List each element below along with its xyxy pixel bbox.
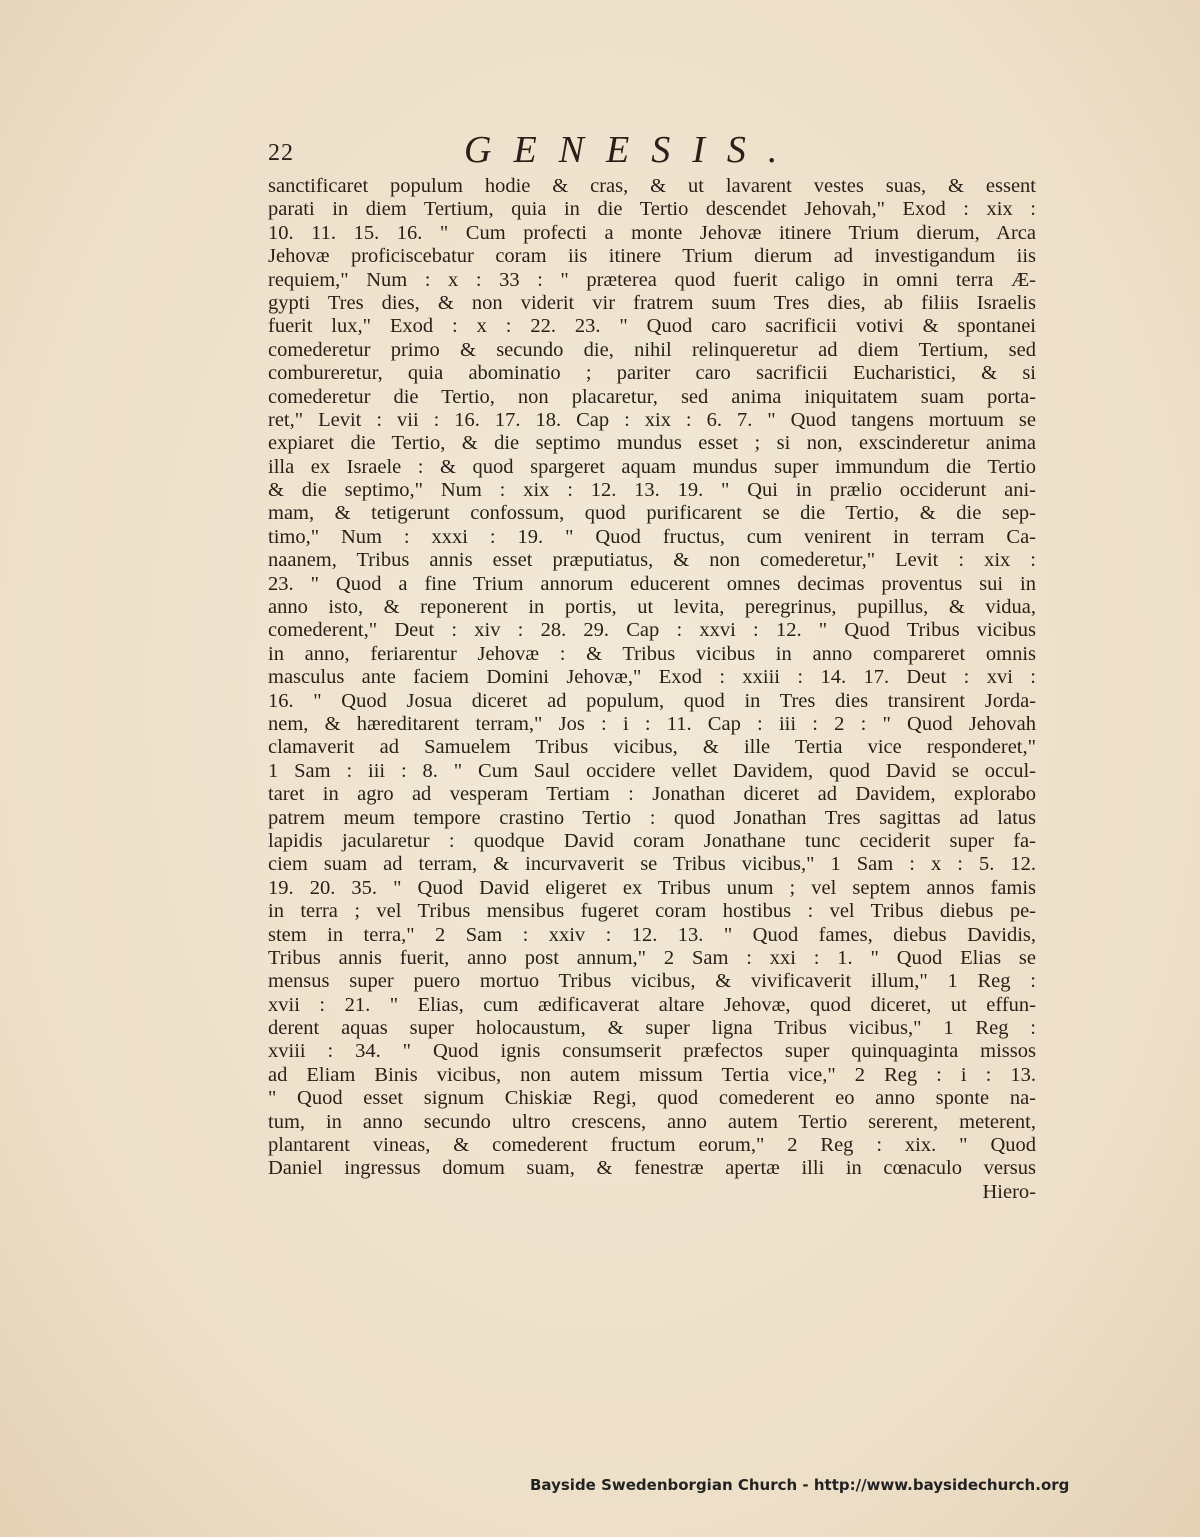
text-line: 16. " Quod Josua diceret ad populum, quod in Tres dies transirent Jorda- — [268, 689, 1036, 712]
text-line: 1 Sam : iii : 8. " Cum Saul occidere vellet Davidem, quod David se occul- — [268, 759, 1036, 782]
text-line: xviii : 34. " Quod ignis consumserit præfectos super quinquaginta missos — [268, 1040, 1036, 1063]
text-line: Hiero- — [982, 1180, 1036, 1203]
text-line: taret in agro ad vesperam Tertiam : Jonathan diceret ad Davidem, explorabo — [268, 783, 1036, 806]
text-line: ret," Levit : vii : 16. 17. 18. Cap : xix : 6. 7. " Quod tangens mortuum se — [268, 408, 1036, 431]
text-line: requiem," Num : x : 33 : " præterea quod fuerit caligo in omni terra Æ- — [268, 268, 1036, 291]
text-line: xvii : 21. " Elias, cum ædificaverat altare Jehovæ, quod diceret, ut effun- — [268, 993, 1036, 1016]
text-line: illa ex Israele : & quod spargeret aquam mundus super immundum die Tertio — [268, 455, 1036, 478]
text-line: mensus super puero mortuo Tribus vicibus, & vivificaverit illum," 1 Reg : — [268, 970, 1036, 993]
text-line: comederetur die Tertio, non placaretur, sed anima iniquitatem suam porta- — [268, 385, 1036, 408]
text-line: expiaret die Tertio, & die septimo mundus esset ; si non, exscinderetur anima — [268, 432, 1036, 455]
text-line: fuerit lux," Exod : x : 22. 23. " Quod caro sacrificii votivi & spontanei — [268, 315, 1036, 338]
page-header — [268, 128, 848, 171]
text-line: in anno, feriarentur Jehovæ : & Tribus vicibus in anno compareret omnis — [268, 642, 1036, 665]
text-line: derent aquas super holocaustum, & super ligna Tribus vicibus," 1 Reg : — [268, 1017, 1036, 1040]
text-line: Tribus annis fuerit, anno post annum," 2 Sam : xxi : 1. " Quod Elias se — [268, 946, 1036, 969]
text-line: lapidis jacularetur : quodque David coram Jonathane tunc ceciderit super fa- — [268, 829, 1036, 852]
text-line: ad Eliam Binis vicibus, non autem missum Tertia vice," 2 Reg : i : 13. — [268, 1063, 1036, 1086]
running-title: GENESIS. — [464, 129, 800, 171]
text-line: masculus ante faciem Domini Jehovæ," Exod : xxiii : 14. 17. Deut : xvi : — [268, 666, 1036, 689]
page-number: 22 — [268, 140, 294, 166]
text-line: naanem, Tribus annis esset præputiatus, & non comederetur," Levit : xix : — [268, 549, 1036, 572]
text-line: parati in diem Tertium, quia in die Tertio descendet Jehovah," Exod : xix : — [268, 198, 1036, 221]
footer-watermark: Bayside Swedenborgian Church - http://www.baysidechurch.org — [530, 1476, 1070, 1494]
text-line: Daniel ingressus domum suam, & fenestræ apertæ illi in cœnaculo versus — [268, 1157, 1036, 1180]
text-line: stem in terra," 2 Sam : xxiv : 12. 13. " Quod fames, diebus Davidis, — [268, 923, 1036, 946]
body-text — [268, 175, 1036, 1204]
text-line: combureretur, quia abominatio ; pariter caro sacrificii Eucharistici, & si — [268, 362, 1036, 385]
text-line: " Quod esset signum Chiskiæ Regi, quod comederent eo anno sponte na- — [268, 1087, 1036, 1110]
text-line: patrem meum tempore crastino Tertio : quod Jonathan Tres sagittas ad latus — [268, 806, 1036, 829]
text-line: plantarent vineas, & comederent fructum eorum," 2 Reg : xix. " Quod — [268, 1134, 1036, 1157]
text-line: 19. 20. 35. " Quod David eligeret ex Tribus unum ; vel septem annos famis — [268, 876, 1036, 899]
text-line: comederetur primo & secundo die, nihil relinqueretur ad diem Tertium, sed — [268, 338, 1036, 361]
text-line: mam, & tetigerunt confossum, quod purificarent se die Tertio, & die sep- — [268, 502, 1036, 525]
text-line: Jehovæ proficiscebatur coram iis itinere Trium dierum ad investigandum iis — [268, 245, 1036, 268]
text-line: gypti Tres dies, & non viderit vir fratrem suum Tres dies, ab filiis Israelis — [268, 291, 1036, 314]
text-line: nem, & hæreditarent terram," Jos : i : 11. Cap : iii : 2 : " Quod Jehovah — [268, 712, 1036, 735]
text-line: timo," Num : xxxi : 19. " Quod fructus, cum venirent in terram Ca- — [268, 525, 1036, 548]
text-line: tum, in anno secundo ultro crescens, anno autem Tertio sererent, meterent, — [268, 1110, 1036, 1133]
text-line: clamaverit ad Samuelem Tribus vicibus, & ille Tertia vice responderet," — [268, 736, 1036, 759]
text-line: anno isto, & reponerent in portis, ut levita, peregrinus, pupillus, & vidua, — [268, 596, 1036, 619]
text-line: comederent," Deut : xiv : 28. 29. Cap : xxvi : 12. " Quod Tribus vicibus — [268, 619, 1036, 642]
text-line: 23. " Quod a fine Trium annorum educerent omnes decimas proventus sui in — [268, 572, 1036, 595]
text-line: & die septimo," Num : xix : 12. 13. 19. " Qui in prælio occiderunt ani- — [268, 479, 1036, 502]
text-line: in terra ; vel Tribus mensibus fugeret coram hostibus : vel Tribus diebus pe- — [268, 900, 1036, 923]
text-line: ciem suam ad terram, & incurvaverit se Tribus vicibus," 1 Sam : x : 5. 12. — [268, 853, 1036, 876]
text-line: sanctificaret populum hodie & cras, & ut lavarent vestes suas, & essent — [268, 175, 1036, 197]
text-line: 10. 11. 15. 16. " Cum profecti a monte Jehovæ itinere Trium dierum, Arca — [268, 221, 1036, 244]
